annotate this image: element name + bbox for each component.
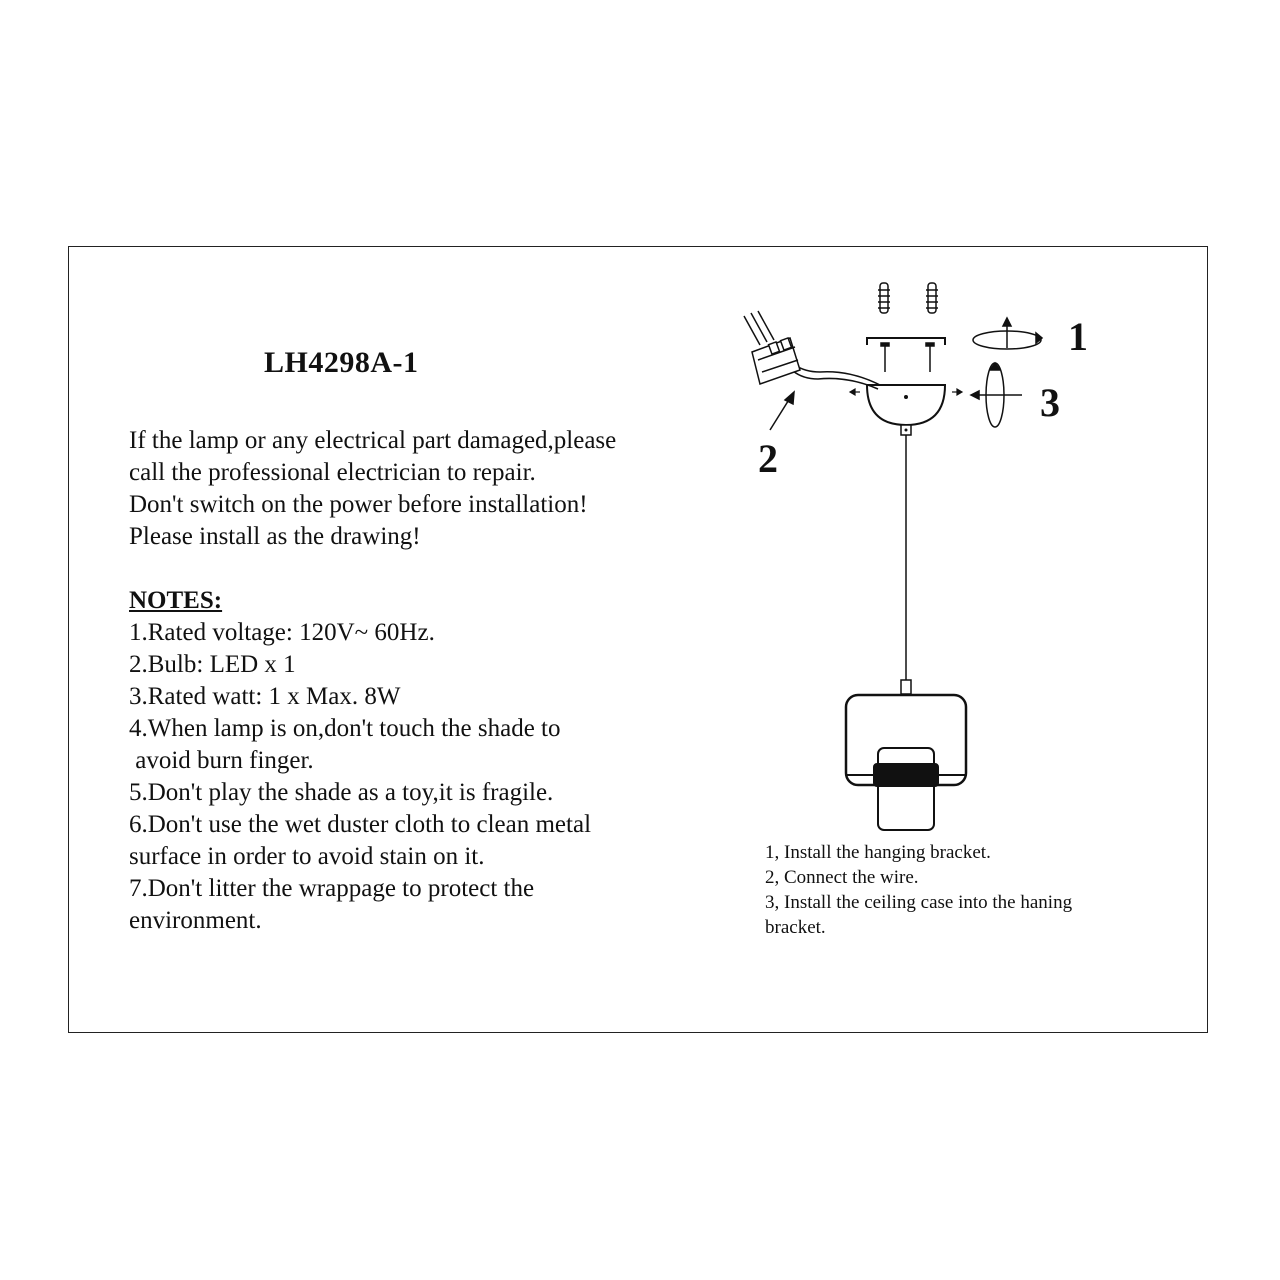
- note-line: 2.Bulb: LED x 1: [129, 651, 296, 678]
- installation-steps: [765, 840, 1165, 940]
- warning-line: call the professional electrician to repair.: [129, 459, 536, 486]
- step-line: 2, Connect the wire.: [765, 867, 919, 888]
- ceiling-canopy: [867, 385, 945, 425]
- pendant-lamp-fixture: [846, 680, 966, 830]
- note-line: 3.Rated watt: 1 x Max. 8W: [129, 683, 401, 710]
- warning-line: Please install as the drawing!: [129, 523, 421, 550]
- note-line: surface in order to avoid stain on it.: [129, 843, 485, 870]
- warnings-block: [129, 425, 709, 553]
- callout-1: 1: [1068, 314, 1088, 359]
- callout-2: 2: [758, 436, 778, 481]
- note-line: 7.Don't litter the wrappage to protect the: [129, 875, 535, 902]
- callout-3: 3: [1040, 380, 1060, 425]
- note-line: environment.: [129, 907, 262, 934]
- rotate-icon: [973, 318, 1042, 349]
- warning-line: If the lamp or any electrical part damaged,please: [129, 427, 617, 454]
- notes-list: [129, 617, 729, 937]
- note-line: 5.Don't play the shade as a toy,it is fragile.: [129, 779, 554, 806]
- step-line: bracket.: [765, 917, 826, 938]
- note-line: 6.Don't use the wet duster cloth to clean metal: [129, 811, 592, 838]
- rotate-icon: [971, 363, 1022, 427]
- notes-heading: NOTES:: [129, 587, 223, 614]
- screw-icon: [878, 283, 890, 313]
- warning-line: Don't switch on the power before installation!: [129, 491, 588, 518]
- step-line: 1, Install the hanging bracket.: [765, 842, 991, 863]
- step-line: 3, Install the ceiling case into the haning: [765, 892, 1073, 913]
- screw-icon: [926, 283, 938, 313]
- note-line: avoid burn finger.: [129, 747, 314, 774]
- arrow-icon: [770, 392, 794, 430]
- wire-bundle: [793, 365, 880, 389]
- model-title: LH4298A-1: [264, 346, 419, 379]
- note-line: 4.When lamp is on,don't touch the shade to: [129, 715, 561, 742]
- note-line: 1.Rated voltage: 120V~ 60Hz.: [129, 619, 435, 646]
- bracket-screw-icon: [881, 343, 934, 372]
- installation-diagram: [700, 270, 1120, 840]
